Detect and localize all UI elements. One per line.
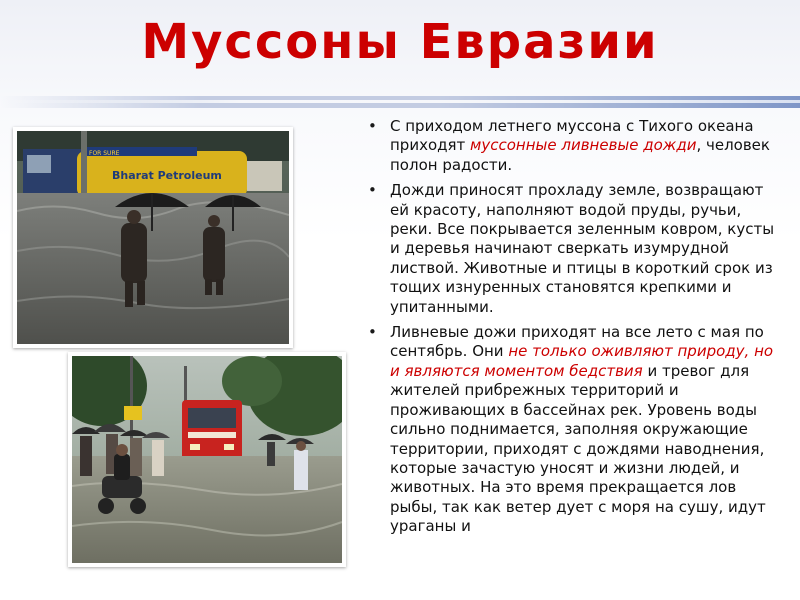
bullet-item <box>366 117 776 175</box>
title-underline-band <box>0 96 800 108</box>
flood-bus-photo <box>68 352 346 567</box>
bullet-text: Дожди приносят прохладу земле, возвращают ей красоту, наполняют водой пруды, ручьи, реки. Все покрывается зеленным ковром, кусты и деревья начинают сверкать изумрудной листвой. Животные и птицы в короткий срок из тощих изнуренных становятся крепкими и упитанными. <box>390 181 775 316</box>
slide-text-block <box>366 117 776 543</box>
bullet-text: и тревог для жителей прибрежных территорий и проживающих в бассейнах рек. Уровень воды сильно поднимается, заполняя окружающие территории, приходят с дождями наводнения, которые зачастую уносят и жизни людей, и животных. На это время прекращается лов рыбы, так как ветер дует с моря на сушу, идут ураганы и <box>390 361 766 536</box>
truck-sign-1: FOR SURE <box>89 150 120 157</box>
bullet-list <box>366 117 776 537</box>
bullet-accent-text: не только оживляют природу, но и являются моментом бедствия <box>390 342 774 380</box>
flood-street-photo <box>13 127 293 348</box>
bullet-text: Ливневые дожи приходят на все лето с мая по сентябрь. Они <box>390 323 764 361</box>
bullet-icon: • <box>368 181 377 200</box>
truck-sign-2: Bharat Petroleum <box>112 169 222 182</box>
bullet-item <box>366 323 776 536</box>
bullet-text: , человек полон радости. <box>390 136 770 174</box>
bullet-text: С приходом летнего муссона с Тихого океана приходят <box>390 117 754 155</box>
bullet-icon: • <box>368 117 377 135</box>
bullet-accent-text: муссонные ливневые дожди <box>470 136 697 155</box>
slide-title: Муссоны Евразии <box>141 14 659 70</box>
bullet-item <box>366 181 776 317</box>
bullet-icon: • <box>368 323 377 342</box>
